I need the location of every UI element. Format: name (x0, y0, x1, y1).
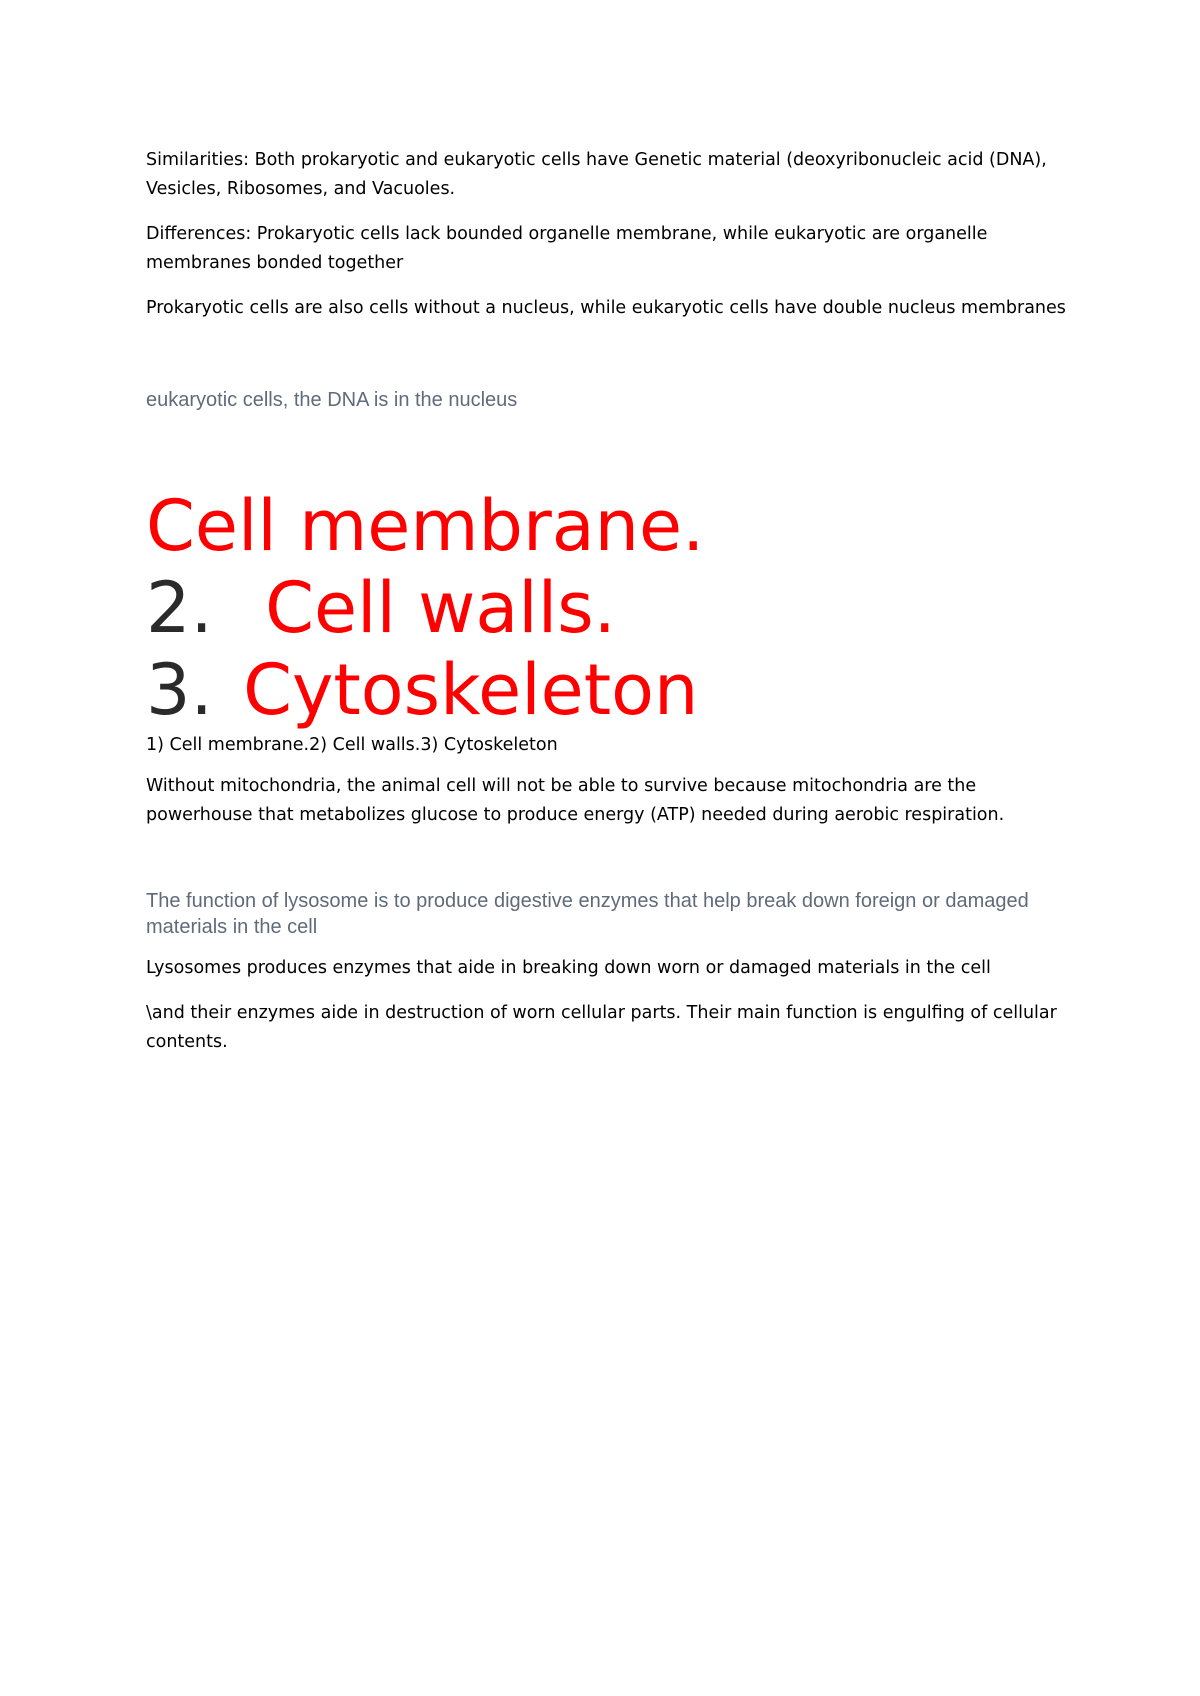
paragraph-nucleus: Prokaryotic cells are also cells without a nucleus, while eukaryotic cells have double nucleus membranes (146, 298, 1066, 318)
lysosome-note: The function of lysosome is to produce digestive enzymes that help break down foreign or damaged materials in the cell (146, 890, 1029, 938)
big-list-number-2: 2. (146, 567, 213, 649)
inline-list: 1) Cell membrane.2) Cell walls.3) Cytoskeleton (146, 735, 558, 755)
big-list-number-3: 3. (146, 649, 213, 731)
paragraph-similarities: Similarities: Both prokaryotic and eukaryotic cells have Genetic material (deoxyribonucleic acid (DNA), Vesicles, Ribosomes, and Vacuoles. (146, 150, 1047, 199)
big-list-item-2 (146, 567, 1066, 649)
big-list-label-3: Cytoskeleton (243, 649, 699, 731)
big-list-label-2: Cell walls. (265, 567, 616, 649)
paragraph-enzymes: \and their enzymes aide in destruction of worn cellular parts. Their main function is engulfing of cellular contents. (146, 1003, 1057, 1052)
paragraph-mitochondria: Without mitochondria, the animal cell will not be able to survive because mitochondria are the powerhouse that metabolizes glucose to produce energy (ATP) needed during aerobic respiration. (146, 776, 1005, 825)
paragraph-differences: Differences: Prokaryotic cells lack bounded organelle membrane, while eukaryotic are organelle membranes bonded together (146, 224, 988, 273)
paragraph-lysosomes: Lysosomes produces enzymes that aide in breaking down worn or damaged materials in the cell (146, 958, 991, 978)
big-list-item-1: Cell membrane. (146, 485, 705, 567)
dna-note: eukaryotic cells, the DNA is in the nucleus (146, 389, 518, 411)
big-list (146, 485, 1066, 731)
document-body (146, 146, 1066, 1057)
big-list-item-3 (146, 649, 1066, 731)
